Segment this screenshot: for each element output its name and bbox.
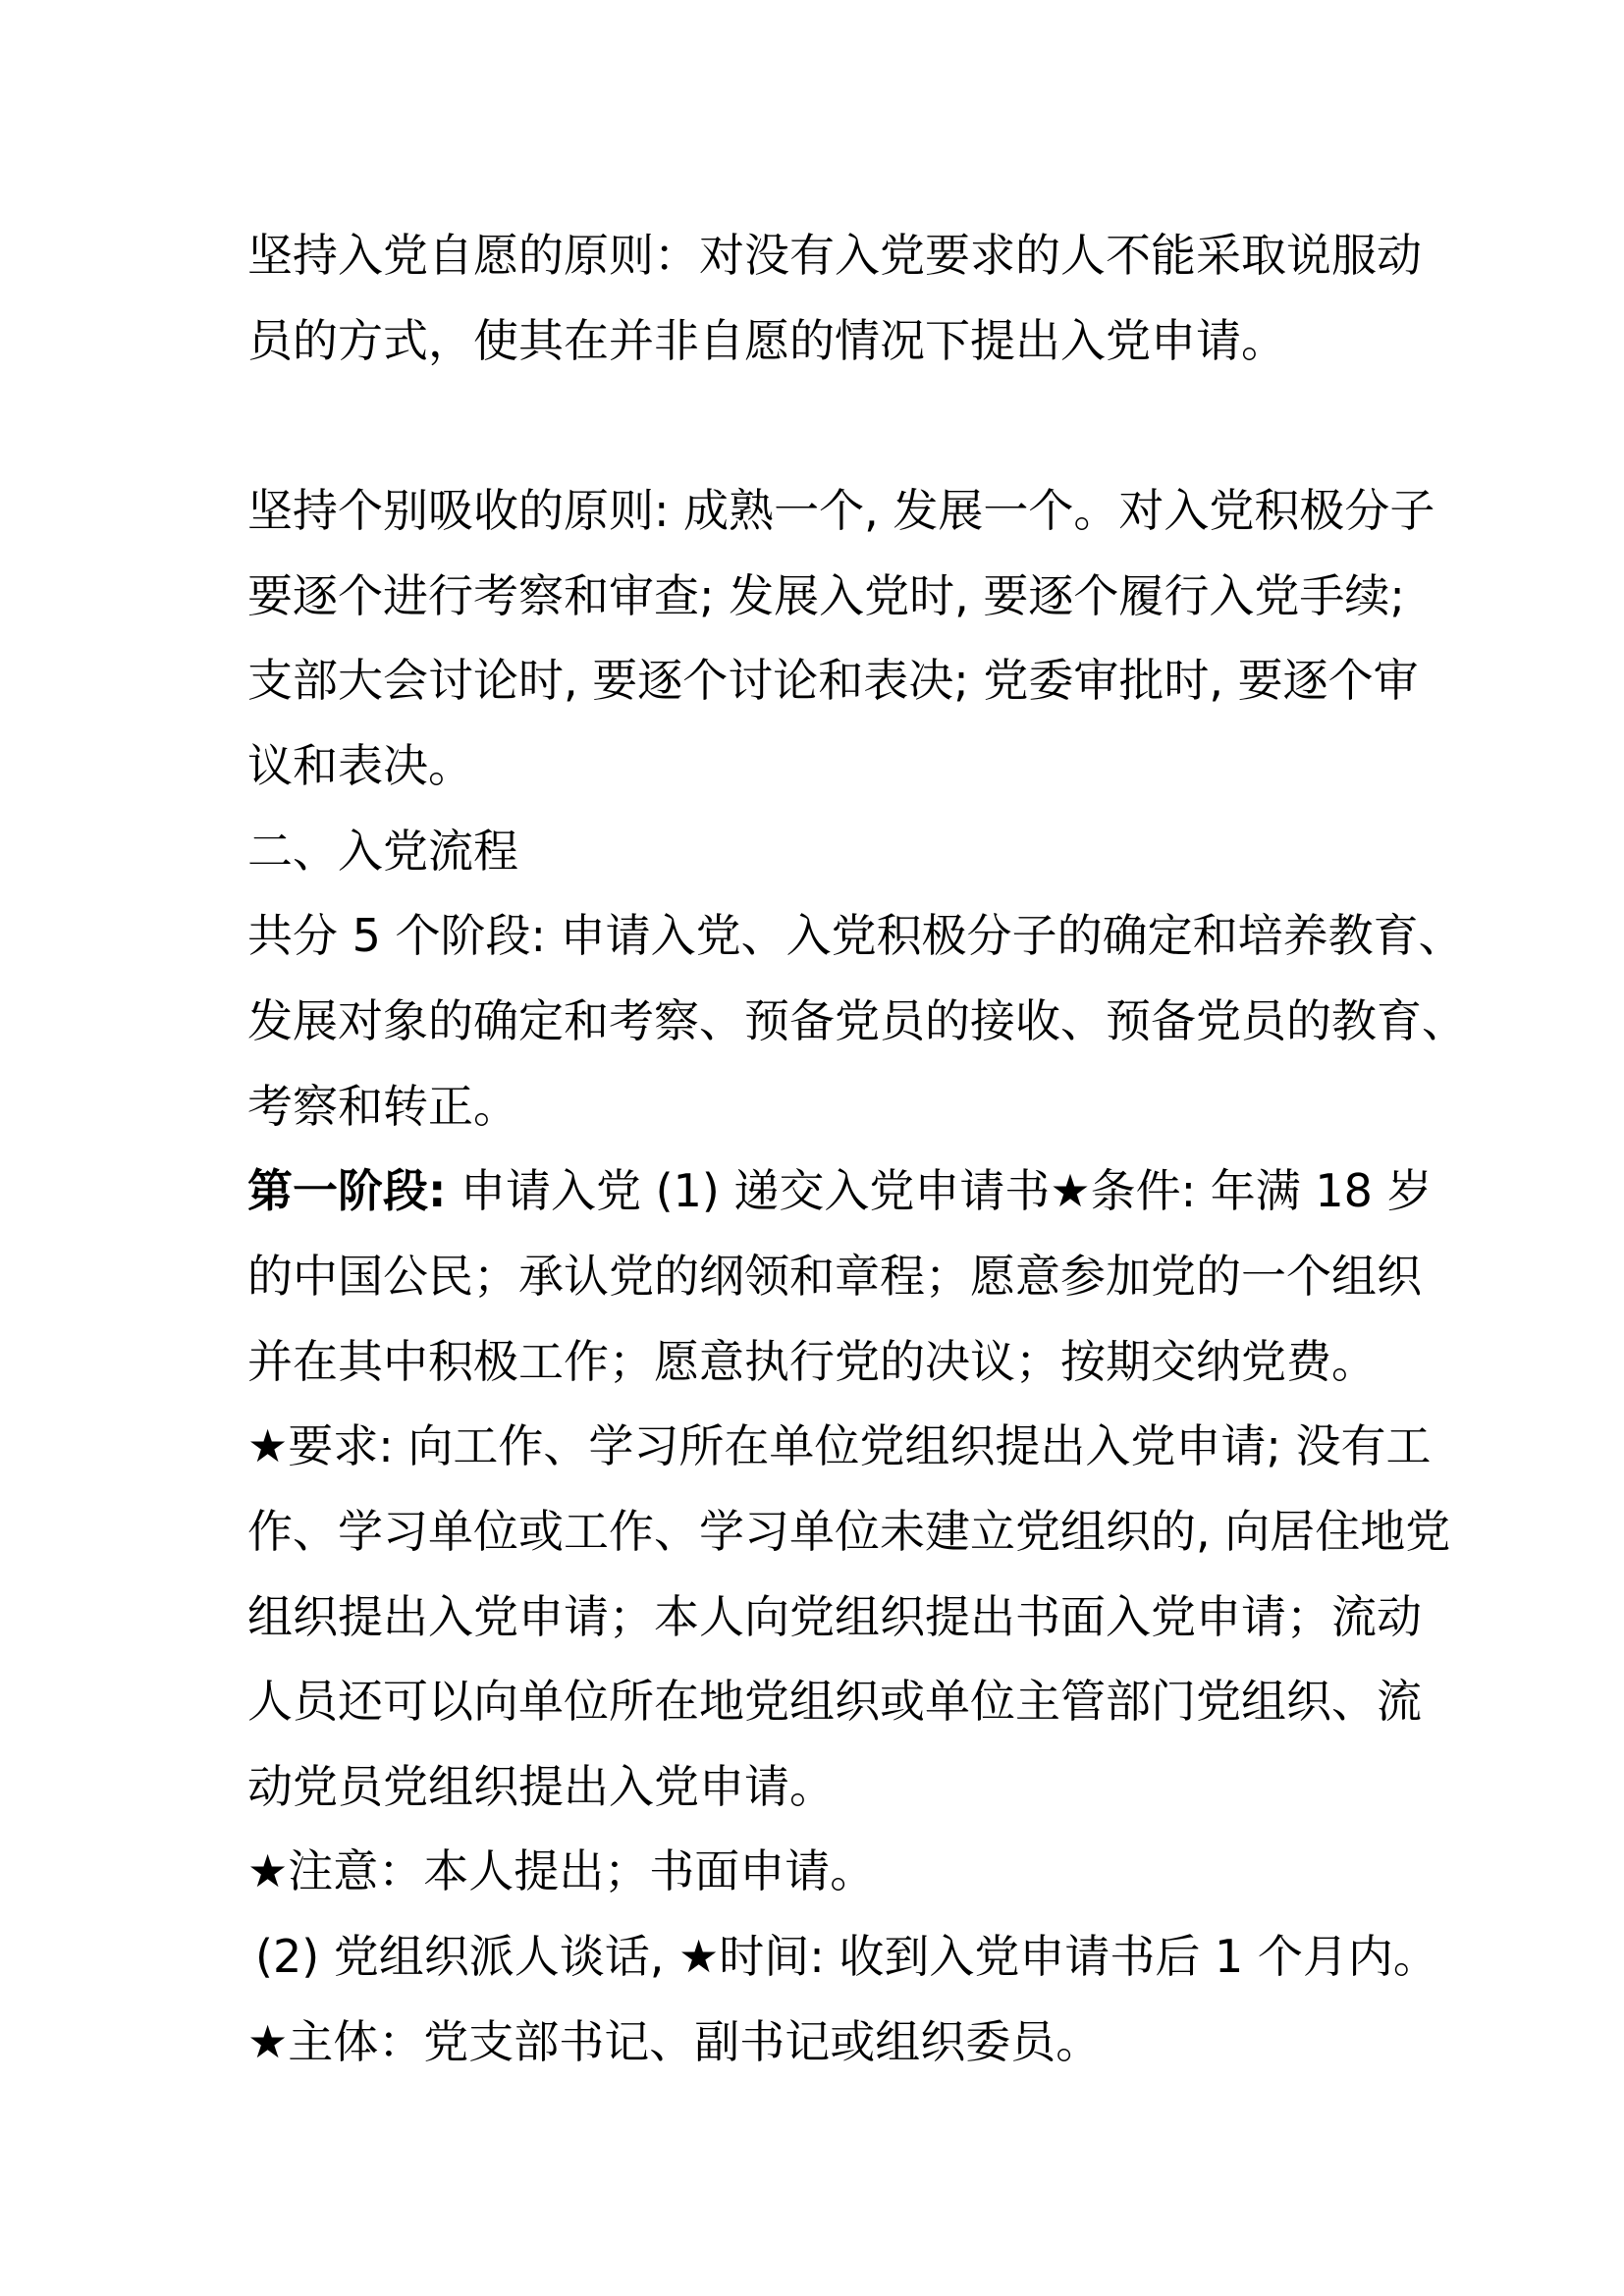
blank-line [247, 394, 1379, 479]
text-line: 并在其中积极工作；愿意执行党的决议；按期交纳党费。 [247, 1334, 1377, 1388]
text-line: 动党员党组织提出入党申请。 [247, 1759, 835, 1813]
text-line: 坚持入党自愿的原则：对没有入党要求的人不能采取说服动 [247, 229, 1422, 282]
text-line: 议和表决。 [247, 738, 473, 792]
text-line: 共分 5 个阶段: 申请入党、入党积极分子的确定和培养教育、 [247, 909, 1464, 963]
talk-line: (2) 党组织派人谈话, ★时间: 收到入党申请书后 1 个月内。 [255, 1930, 1438, 1984]
paragraph-stage-one [247, 1159, 1433, 1415]
text-line: 员的方式，使其在并非自愿的情况下提出入党申请。 [247, 313, 1286, 367]
text-line: 作、学习单位或工作、学习单位未建立党组织的, 向居住地党 [247, 1504, 1451, 1558]
text-line: 发展对象的确定和考察、预备党员的接收、预备党员的教育、 [247, 993, 1467, 1047]
paragraph-principle-voluntary [247, 224, 1422, 394]
note-line: ★注意：本人提出；书面申请。 [247, 1844, 876, 1898]
section-heading: 二、入党流程 [247, 824, 518, 878]
text-line: 组织提出入党申请；本人向党组织提出书面入党申请；流动 [247, 1589, 1422, 1643]
paragraph-stages-overview [247, 904, 1467, 1159]
text-line: 人员还可以向单位所在地党组织或单位主管部门党组织、流 [247, 1675, 1422, 1729]
stage-label: 第一阶段: [247, 1164, 447, 1218]
text-line [247, 1159, 1433, 1245]
paragraph-principle-individual [247, 479, 1435, 820]
text-line: 考察和转正。 [247, 1079, 518, 1133]
text-line: 要逐个进行考察和审查; 发展入党时, 要逐个履行入党手续; [247, 568, 1405, 622]
paragraph-requirements [247, 1415, 1451, 1840]
document-page [247, 224, 1467, 2095]
stage-text: 申请入党 (1) 递交入党申请书★条件: 年满 18 岁 [446, 1164, 1433, 1218]
text-line: 的中国公民；承认党的纲领和章程；愿意参加党的一个组织 [247, 1249, 1422, 1303]
text-line: ★要求: 向工作、学习所在单位党组织提出入党申请; 没有工 [247, 1419, 1432, 1473]
text-line: 坚持个别吸收的原则: 成熟一个, 发展一个。对入党积极分子 [247, 483, 1435, 537]
subject-line: ★主体：党支部书记、副书记或组织委员。 [247, 2014, 1102, 2068]
text-line: 支部大会讨论时, 要逐个讨论和表决; 党委审批时, 要逐个审 [247, 654, 1419, 708]
